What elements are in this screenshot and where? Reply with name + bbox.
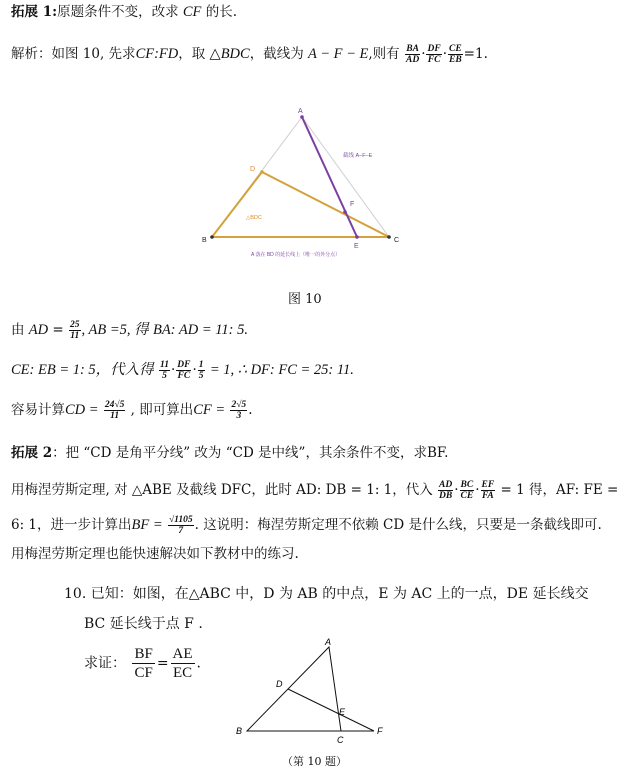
ex-label-a: A: [325, 637, 332, 647]
ext1-label: 拓展 1: [11, 4, 53, 20]
prove-label: 求证：: [84, 655, 126, 672]
triangle-abc: [247, 647, 341, 731]
prove-eq: =: [156, 655, 169, 672]
label-e: E: [354, 243, 359, 250]
ex-label-b: B: [236, 726, 243, 736]
menelaus-text: 用梅涅劳斯定理, 对 △ABE 及截线 DFC，此时 AD: DB = 1: 1，代入: [11, 482, 433, 498]
menelaus-line-2: [11, 515, 602, 536]
fraction: $\frac{BC}{CE}$: [460, 480, 474, 501]
ext1-var: CF: [182, 4, 202, 20]
note-triangle: △BDC: [246, 215, 262, 221]
fraction: $\frac{AD}{DB}$: [439, 480, 453, 501]
ext2-line: [11, 443, 448, 463]
fraction: $\frac{DF}{FC}$: [177, 360, 191, 381]
equation-1: [11, 320, 248, 341]
fraction: $\frac{24√5}{11}$: [104, 400, 125, 421]
eq3-cf: CF =: [193, 402, 226, 418]
eq3-cd: CD =: [65, 402, 99, 418]
point-e: [355, 235, 359, 239]
ext1-line: 拓展 1:原题条件不变，改求 CF 的长.: [11, 4, 237, 20]
fraction: $\frac{25}{11}$: [70, 320, 80, 341]
exercise-line-1: [64, 583, 589, 603]
menelaus-bf: BF =: [131, 517, 163, 533]
eq1-text: 由: [11, 322, 25, 338]
fraction: $\frac{EF}{FA}$: [481, 480, 495, 501]
prove-end: .: [196, 655, 201, 672]
menelaus-text: = 1 得，AF: FE =: [500, 482, 619, 498]
exercise-text-1: 已知：如图，在△ABC 中，D 为 AB 的中点，E 为 AC 上的一点，DE 延长线交: [90, 586, 589, 602]
menelaus-line-1: 用梅涅劳斯定理, 对 △ABE 及截线 DFC，此时 AD: DB = 1: 1，代入 $\frac{AD}{DB}$ · $\frac{BC}{CE}$ · $\frac{EF}{FA}$ = 1 得，AF: FE =: [11, 480, 619, 501]
exercise-text-2: BC 延长线于点 F .: [84, 616, 203, 632]
fraction: $\frac{√1105}{7}$: [168, 515, 193, 536]
ext1-text-end: 的长.: [205, 4, 237, 20]
ex-label-e: E: [339, 707, 346, 717]
figure-10-caption: 图 10: [288, 292, 322, 307]
ext1-text: 原题条件不变，改求: [57, 4, 179, 20]
label-d: D: [250, 166, 256, 173]
analysis-secant: A − F − E: [308, 46, 369, 62]
ext2-text: ：把 “CD 是角平分线” 改为 “CD 是中线”，其余条件不变，求BF.: [52, 445, 449, 461]
analysis-tail: =1.: [463, 46, 488, 62]
point-c: [387, 235, 391, 239]
menelaus-line-3: [11, 544, 299, 564]
note-bottom: A 落在 BD 的延长线上（唯一的外分点）: [251, 252, 341, 258]
point-a: [300, 115, 304, 119]
menelaus-text: 用梅涅劳斯定理也能快速解决如下教材中的练习.: [11, 546, 299, 562]
eq1-ad: AD: [28, 322, 49, 338]
eq1-ratio: BA: AD = 11: 5.: [152, 322, 248, 338]
fraction: $\frac{BA}{AD}$: [405, 44, 420, 65]
fraction: $\frac{11}{5}$: [159, 360, 169, 381]
label-f: F: [350, 201, 355, 208]
analysis-line: 解析：如图 10, 先求CF:FD，取 △BDC，截线为 A − F − E,则有 $\frac{BA}{AD}$ · $\frac{DF}{FC}$ · $\frac{CE}{EB}$ =1.: [11, 44, 488, 65]
point-f: [343, 210, 347, 214]
analysis-ratio: CF:FD: [135, 46, 179, 62]
exercise-figure: [229, 637, 389, 749]
eq3-text: , 即可算出: [130, 402, 194, 418]
secant-afe: [302, 117, 357, 237]
exercise-10: [64, 573, 589, 773]
figure-10: [195, 103, 420, 265]
ext2-label: 拓展 2: [11, 445, 53, 461]
equation-2: CE: EB = 1: 5，代入得 $\frac{11}{5}$ · $\frac{DF}{FC}$ · $\frac{1}{5}$ = 1, ∴ DF: FC = 25: 11.: [11, 360, 354, 381]
ex-label-d: D: [276, 679, 283, 689]
triangle-bdc: [212, 172, 389, 237]
exercise-number: 10.: [64, 586, 87, 602]
equation-3: [11, 400, 252, 421]
exercise-caption: （第 10 题）: [282, 755, 347, 768]
analysis-prefix: 解析：如图 10, 先求: [11, 46, 136, 62]
fraction: $\frac{DF}{FC}$: [427, 44, 441, 65]
analysis-triangle: △BDC: [209, 46, 250, 62]
fraction: $\frac{2√5}{3}$: [231, 400, 247, 421]
label-a: A: [298, 108, 303, 115]
exercise-prove: [84, 645, 201, 682]
menelaus-text: . 这说明：梅涅劳斯定理不依赖 CD 是什么线，只要是一条截线即可.: [194, 517, 602, 533]
eq1-ab: , AB =5, 得: [81, 322, 149, 338]
note-secant: 截线 A–F–E: [343, 153, 373, 159]
menelaus-text: 6: 1，进一步计算出: [11, 517, 132, 533]
eq3-dot: .: [248, 402, 253, 418]
fraction: $\frac{1}{5}$: [198, 360, 204, 381]
eq2-tail: = 1, ∴ DF: FC = 25: 11.: [209, 362, 354, 378]
line-df: [288, 689, 374, 731]
analysis-text: ，取: [178, 46, 206, 62]
fraction: $\frac{BF}{CF}$: [134, 646, 153, 681]
point-b: [210, 235, 214, 239]
eq3-text: 容易计算: [11, 402, 65, 418]
analysis-text: ,则有: [368, 46, 400, 62]
eq2-ratio: CE: EB = 1: 5，代入得: [11, 362, 154, 378]
ex-label-f: F: [377, 726, 383, 736]
label-b: B: [202, 237, 207, 244]
eq1-eq: =: [48, 322, 69, 338]
exercise-line-2: [84, 613, 203, 633]
edge-ac: [302, 117, 389, 237]
point-d: [260, 170, 264, 174]
fraction: $\frac{CE}{EB}$: [448, 44, 462, 65]
fraction: $\frac{AE}{EC}$: [172, 646, 193, 681]
ex-label-c: C: [337, 735, 344, 745]
label-c: C: [394, 237, 400, 244]
analysis-text: ，截线为: [249, 46, 304, 62]
